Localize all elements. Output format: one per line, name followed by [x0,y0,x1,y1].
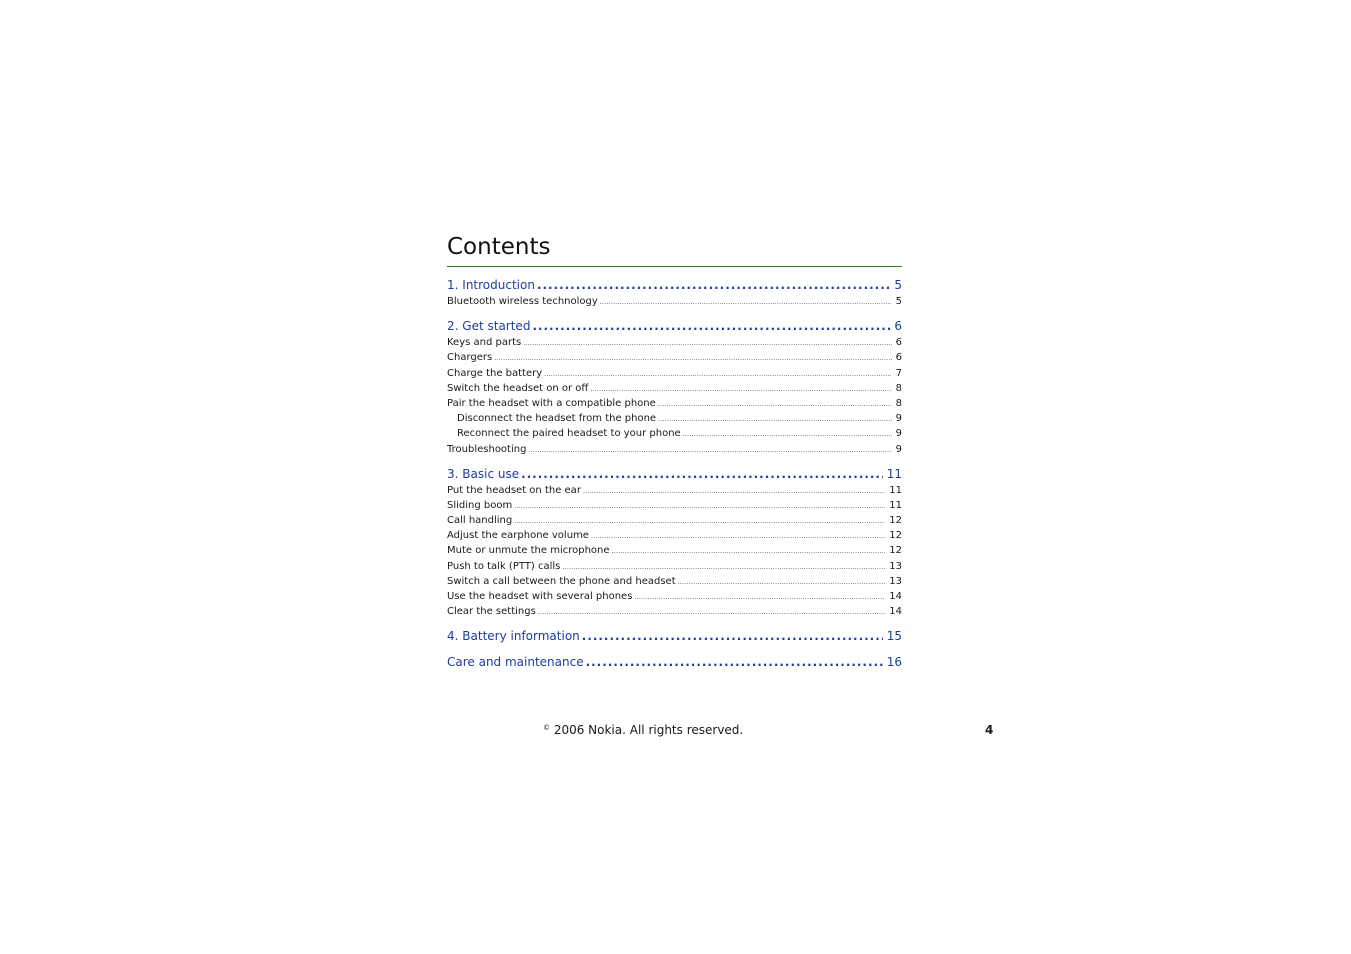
toc-section-page: 12 [889,545,902,557]
toc-section-entry[interactable] [447,335,902,350]
toc-chapter-label [447,466,521,483]
toc-dot-leader [583,483,885,498]
toc-section-page: 14 [889,606,902,618]
toc-chapter-page: 15 [886,629,902,644]
toc-dot-leader [683,426,892,441]
toc-dot-leader [591,528,885,543]
toc-chapter-number: 2. [447,319,459,334]
toc-section-label: Reconnect the paired headset to your phone [457,428,681,440]
toc-section-label: Call handling [447,515,513,527]
toc-dot-leader [586,654,883,671]
table-of-contents [447,277,902,671]
toc-section-page: 12 [889,515,902,527]
toc-chapter-title: Introduction [462,278,535,292]
toc-section-page: 7 [895,367,902,379]
title-divider [447,266,902,267]
toc-section-entry[interactable] [447,426,902,441]
toc-chapter-label [447,277,537,294]
toc-dot-leader [612,543,886,558]
toc-section-entry[interactable] [447,396,902,411]
toc-section-entry[interactable] [447,483,902,498]
toc-dot-leader [658,411,892,426]
toc-section-label: Charge the battery [447,367,543,379]
toc-section-entry[interactable] [447,442,902,457]
toc-section-entry[interactable] [447,604,902,619]
toc-section-page: 9 [895,413,902,425]
toc-chapter-title: Battery information [462,629,580,644]
toc-section-label: Put the headset on the ear [447,484,581,496]
toc-section-entry[interactable] [447,513,902,528]
toc-section-label: Clear the settings [447,606,536,618]
toc-chapter-page: 5 [894,278,902,292]
toc-dot-leader [562,559,885,574]
copyright-text: 2006 Nokia. All rights reserved. [550,723,744,737]
toc-dot-leader [582,628,883,645]
toc-chapter-number: 4. [447,629,459,644]
toc-dot-leader [538,604,885,619]
toc-dot-leader [544,366,891,381]
toc-dot-leader [678,574,886,589]
toc-chapter-entry[interactable] [447,277,902,294]
toc-section-entry[interactable] [447,589,902,604]
toc-chapter-number: 1. [447,278,459,292]
toc-gap [447,309,902,318]
toc-dot-leader [634,589,885,604]
toc-section-entry[interactable] [447,294,902,309]
toc-chapter-entry[interactable] [447,466,902,483]
toc-dot-leader [600,294,892,309]
toc-section-page: 6 [895,352,902,364]
toc-chapter-title: Care and maintenance [447,655,584,670]
toc-dot-leader [514,513,885,528]
toc-section-entry[interactable] [447,559,902,574]
toc-chapter-page: 11 [886,466,902,481]
toc-section-page: 9 [895,428,902,440]
toc-section-label: Use the headset with several phones [447,591,633,602]
toc-chapter-entry[interactable] [447,654,902,671]
page-title: Contents [447,234,551,260]
toc-section-entry[interactable] [447,411,902,426]
toc-section-page: 5 [895,296,902,307]
toc-chapter-title: Get started [462,319,531,334]
toc-dot-leader [590,381,891,396]
toc-gap [447,457,902,466]
page-number: 4 [985,723,994,737]
toc-section-label: Switch the headset on or off [447,382,589,394]
toc-section-entry[interactable] [447,498,902,513]
toc-chapter-entry[interactable] [447,318,902,335]
toc-section-entry[interactable] [447,381,902,396]
toc-section-label: Pair the headset with a compatible phone [447,397,656,409]
toc-section-page: 13 [889,560,902,572]
toc-chapter-label [447,318,532,335]
toc-section-page: 9 [895,443,902,455]
toc-dot-leader [521,466,883,483]
toc-dot-leader [528,442,891,457]
toc-chapter-entry[interactable] [447,628,902,645]
toc-gap [447,645,902,654]
toc-section-page: 8 [895,382,902,394]
toc-chapter-title: Basic use [462,466,520,481]
toc-section-label: Keys and parts [447,337,522,349]
toc-section-entry[interactable] [447,528,902,543]
toc-section-entry[interactable] [447,543,902,558]
toc-section-label: Disconnect the headset from the phone [457,413,657,425]
toc-section-page: 6 [895,337,902,349]
toc-section-label: Mute or unmute the microphone [447,545,610,557]
toc-chapter-page: 6 [894,319,902,334]
toc-section-label: Bluetooth wireless technology [447,296,598,307]
copyright-notice [543,723,743,737]
toc-section-entry[interactable] [447,366,902,381]
toc-section-label: Troubleshooting [447,443,527,455]
toc-section-label: Adjust the earphone volume [447,530,589,542]
toc-dot-leader [537,277,890,294]
toc-chapter-number: 3. [447,466,459,481]
toc-chapter-page: 16 [886,655,902,670]
toc-section-page: 14 [889,591,902,602]
toc-section-entry[interactable] [447,574,902,589]
toc-section-page: 11 [889,484,902,496]
toc-section-page: 12 [889,530,902,542]
toc-dot-leader [658,396,892,411]
toc-section-page: 13 [889,575,902,587]
toc-section-label: Sliding boom [447,499,513,511]
toc-section-label: Push to talk (PTT) calls [447,560,561,572]
toc-dot-leader [523,335,891,350]
toc-gap [447,619,902,628]
toc-section-label: Chargers [447,352,493,364]
toc-dot-leader [494,350,891,365]
toc-dot-leader [532,318,890,335]
toc-chapter-label [447,628,582,645]
toc-dot-leader [514,498,885,513]
toc-section-label: Switch a call between the phone and headset [447,575,676,587]
toc-section-entry[interactable] [447,350,902,365]
copyright-symbol: © [543,724,550,732]
toc-section-page: 11 [889,499,902,511]
toc-section-page: 8 [895,397,902,409]
toc-chapter-label [447,654,586,671]
